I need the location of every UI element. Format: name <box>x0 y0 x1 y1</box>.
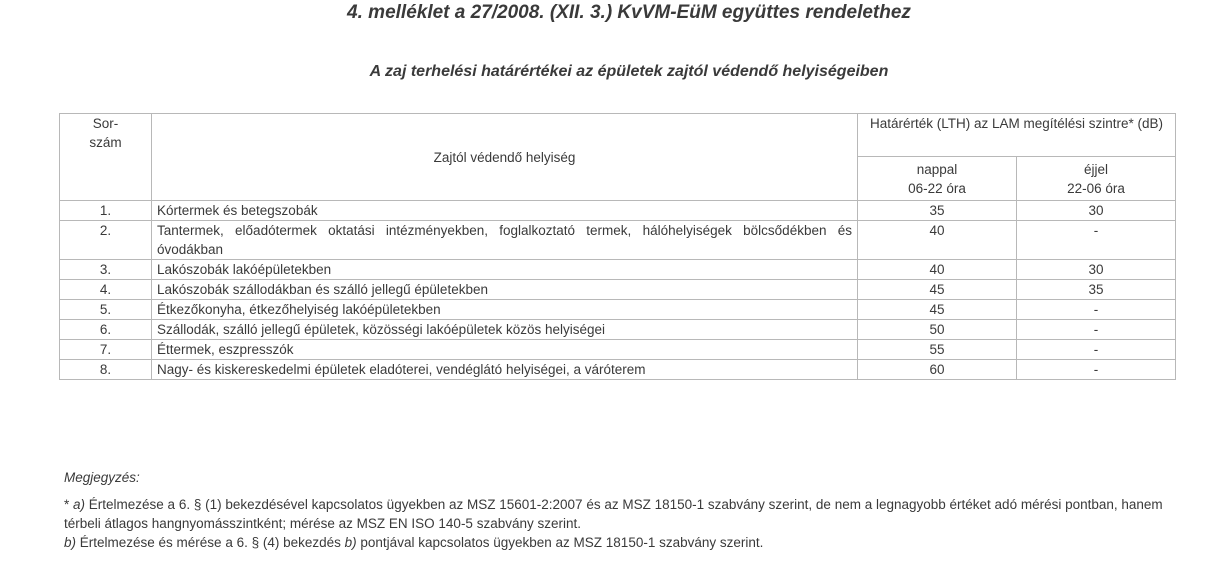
header-day-line1: nappal <box>916 161 958 177</box>
note-a-marker: a) <box>73 497 86 512</box>
row-number: 1. <box>60 201 152 221</box>
row-night-limit: - <box>1017 320 1176 340</box>
row-night-limit: 30 <box>1017 260 1176 280</box>
table-row <box>60 201 1176 221</box>
row-night-limit: - <box>1017 340 1176 360</box>
header-room: Zajtól védendő helyiség <box>152 114 858 201</box>
table-header <box>60 114 1176 201</box>
row-night-limit: 30 <box>1017 201 1176 221</box>
row-night-limit: - <box>1017 300 1176 320</box>
row-day-limit: 45 <box>858 280 1017 300</box>
row-day-limit: 35 <box>858 201 1017 221</box>
table-row <box>60 280 1176 300</box>
row-room: Lakószobák szállodákban és szálló jellegű épületekben <box>152 280 858 300</box>
document-subtitle: A zaj terhelési határértékei az épületek zajtól védendő helyiségeiben <box>369 63 889 80</box>
header-night-line1: éjjel <box>1083 161 1108 177</box>
row-room: Nagy- és kiskereskedelmi épületek eladóterei, vendéglátó helyiségei, a váróterem <box>152 360 858 380</box>
note-a <box>64 495 1176 533</box>
table-row <box>60 340 1176 360</box>
row-room: Szállodák, szálló jellegű épületek, közösségi lakóépületek közös helyiségei <box>152 320 858 340</box>
row-number: 7. <box>60 340 152 360</box>
header-night-line2: 22-06 óra <box>1067 180 1125 196</box>
notes-section <box>64 468 1176 552</box>
row-night-limit: - <box>1017 360 1176 380</box>
header-day <box>858 157 1017 201</box>
note-a-text: Értelmezése a 6. § (1) bekezdésével kapcsolatos ügyekben az MSZ 15601-2:2007 és az MSZ 18150-1 szabvány szerint, de nem a legnagyobb értéket adó mérési pontban, hanem térbeli átlagos hangnyomásszintként; mérése az MSZ EN ISO 140-5 szabvány szerint. <box>64 497 1163 531</box>
row-number: 6. <box>60 320 152 340</box>
note-b <box>64 533 1176 552</box>
table-row <box>60 360 1176 380</box>
row-day-limit: 50 <box>858 320 1017 340</box>
row-room: Éttermek, eszpresszók <box>152 340 858 360</box>
row-day-limit: 60 <box>858 360 1017 380</box>
note-b-text-2: pontjával kapcsolatos ügyekben az MSZ 18150-1 szabvány szerint. <box>356 535 764 550</box>
row-room: Tantermek, előadótermek oktatási intézményekben, foglalkoztató termek, hálóhelyiségek bölcsődékben és óvodákban <box>152 221 858 260</box>
row-number: 5. <box>60 300 152 320</box>
row-number: 3. <box>60 260 152 280</box>
row-room: Lakószobák lakóépületekben <box>152 260 858 280</box>
header-number-line2: szám <box>89 135 122 150</box>
row-day-limit: 45 <box>858 300 1017 320</box>
header-number <box>60 114 152 201</box>
row-day-limit: 40 <box>858 260 1017 280</box>
document-title: 4. melléklet a 27/2008. (XII. 3.) KvVM-EüM együttes rendelethez <box>347 2 911 23</box>
note-b-marker-inline: b) <box>344 535 357 550</box>
noise-limits-table <box>59 113 1176 380</box>
header-night <box>1017 157 1176 201</box>
row-night-limit: - <box>1017 221 1176 260</box>
table-row <box>60 221 1176 260</box>
table-body <box>60 201 1176 380</box>
header-number-line1: Sor- <box>92 116 119 131</box>
row-number: 2. <box>60 221 152 260</box>
row-room: Étkezőkonyha, étkezőhelyiség lakóépületekben <box>152 300 858 320</box>
header-row-1 <box>60 114 1176 157</box>
note-a-prefix: * <box>64 497 74 512</box>
header-day-line2: 06-22 óra <box>908 180 966 196</box>
row-day-limit: 40 <box>858 221 1017 260</box>
row-day-limit: 55 <box>858 340 1017 360</box>
row-room: Kórtermek és betegszobák <box>152 201 858 221</box>
row-night-limit: 35 <box>1017 280 1176 300</box>
row-number: 8. <box>60 360 152 380</box>
note-b-text-1: Értelmezése és mérése a 6. § (4) bekezdés <box>76 535 345 550</box>
table-row <box>60 260 1176 280</box>
notes-heading: Megjegyzés: <box>64 470 140 485</box>
note-b-marker: b) <box>64 535 77 550</box>
table-row <box>60 300 1176 320</box>
row-number: 4. <box>60 280 152 300</box>
header-limit-group: Határérték (LTH) az LAM megítélési szintre* (dB) <box>858 114 1176 157</box>
table-row <box>60 320 1176 340</box>
